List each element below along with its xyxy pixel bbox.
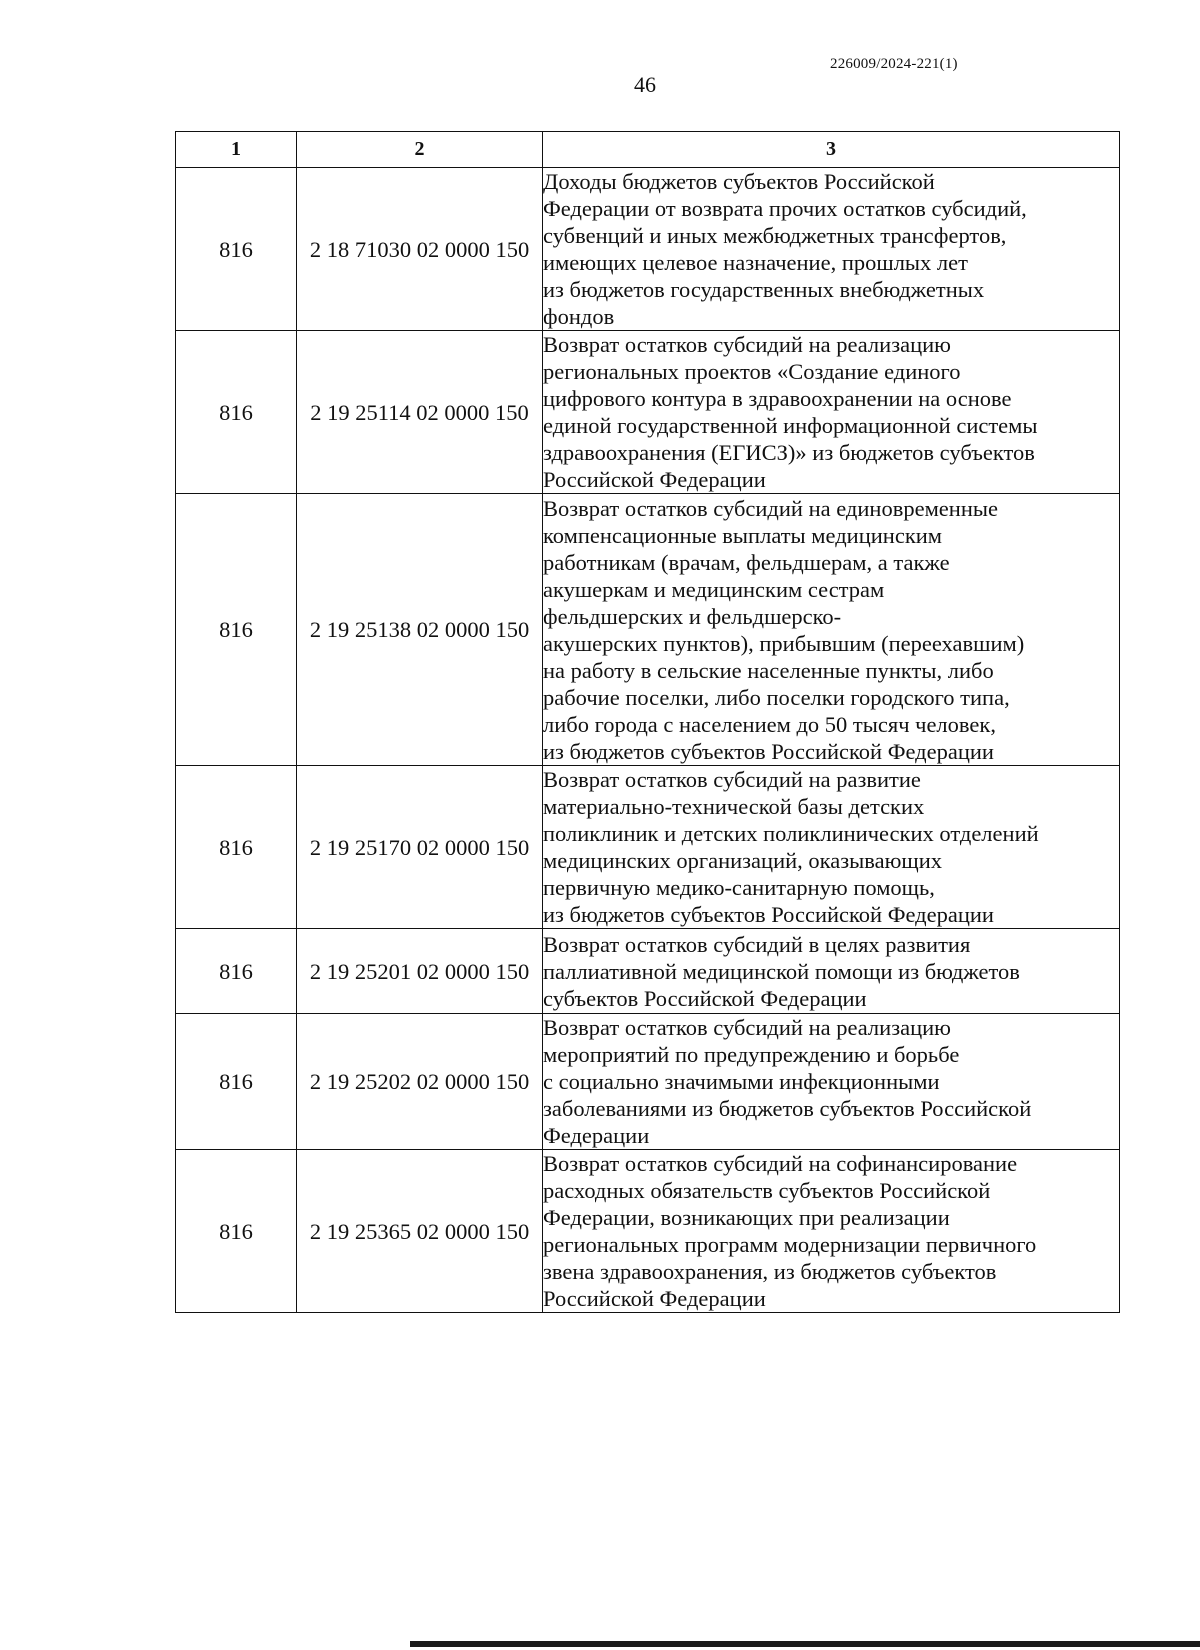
income-name-line: с социально значимыми инфекционными [543, 1069, 940, 1094]
income-name-line: Возврат остатков субсидий на реализацию [543, 332, 951, 357]
income-name-line: Российской Федерации [543, 467, 766, 492]
income-name-line: поликлиник и детских поликлинических отделений [543, 821, 1039, 846]
budget-classification-code-cell: 2 19 25201 02 0000 150 [297, 929, 543, 1014]
income-name-line: субъектов Российской Федерации [543, 985, 867, 1011]
income-name-line: фондов [543, 304, 615, 329]
income-name-line: Возврат остатков субсидий на единовременные [543, 495, 998, 521]
income-name-line: Возврат остатков субсидий в целях развития [543, 931, 971, 957]
budget-classification-code-cell: 2 19 25202 02 0000 150 [297, 1014, 543, 1150]
income-name-line: звена здравоохранения, из бюджетов субъектов [543, 1259, 997, 1284]
bottom-scan-edge [410, 1641, 1200, 1647]
budget-classification-code-cell: 2 19 25170 02 0000 150 [297, 766, 543, 929]
income-name-line: медицинских организаций, оказывающих [543, 848, 942, 873]
income-name-line: здравоохранения (ЕГИСЗ)» из бюджетов субъектов [543, 440, 1035, 465]
admin-code-cell: 816 [176, 168, 297, 331]
income-name-line: акушеркам и медицинским сестрам [543, 576, 885, 602]
budget-classification-code-cell: 2 19 25114 02 0000 150 [297, 331, 543, 494]
income-name-line: из бюджетов субъектов Российской Федерации [543, 738, 994, 764]
income-name-line: цифрового контура в здравоохранении на основе [543, 386, 1012, 411]
income-name-cell [543, 331, 1120, 494]
table-row [176, 929, 1120, 1014]
table-header-row [176, 132, 1120, 168]
admin-code-cell: 816 [176, 1014, 297, 1150]
budget-codes-table [175, 131, 1120, 1313]
income-name-line: либо города с населением до 50 тысяч человек, [543, 711, 996, 737]
admin-code-cell: 816 [176, 766, 297, 929]
table-row [176, 331, 1120, 494]
income-name-line: Возврат остатков субсидий на развитие [543, 767, 921, 792]
income-name-cell [543, 494, 1120, 766]
income-name-cell [543, 1014, 1120, 1150]
income-name-cell [543, 1150, 1120, 1313]
income-name-line: Российской Федерации [543, 1286, 766, 1311]
income-name-line: паллиативной медицинской помощи из бюджетов [543, 958, 1020, 984]
table-row [176, 766, 1120, 929]
income-name-line: акушерских пунктов), прибывшим (переехавшим) [543, 630, 1025, 656]
table-row [176, 494, 1120, 766]
income-name-line: Федерации, возникающих при реализации [543, 1205, 950, 1230]
income-name-cell [543, 766, 1120, 929]
income-name-cell [543, 168, 1120, 331]
page-number: 46 [634, 72, 656, 97]
admin-code-cell: 816 [176, 331, 297, 494]
admin-code-cell: 816 [176, 494, 297, 766]
column-header-2: 2 [297, 132, 543, 168]
income-name-line: заболеваниями из бюджетов субъектов Российской [543, 1096, 1032, 1121]
column-header-3: 3 [543, 132, 1120, 168]
income-name-line: субвенций и иных межбюджетных трансфертов, [543, 223, 1007, 248]
income-name-line: Возврат остатков субсидий на софинансирование [543, 1151, 1018, 1176]
income-name-line: из бюджетов субъектов Российской Федерации [543, 902, 994, 927]
table-row [176, 1014, 1120, 1150]
income-name-line: на работу в сельские населенные пункты, либо [543, 657, 994, 683]
budget-classification-code-cell: 2 19 25365 02 0000 150 [297, 1150, 543, 1313]
income-name-line: расходных обязательств субъектов Российской [543, 1178, 991, 1203]
admin-code-cell: 816 [176, 929, 297, 1014]
budget-classification-code-cell: 2 18 71030 02 0000 150 [297, 168, 543, 331]
income-name-line: материально-технической базы детских [543, 794, 925, 819]
income-name-line: компенсационные выплаты медицинским [543, 522, 943, 548]
income-name-line: региональных проектов «Создание единого [543, 359, 961, 384]
budget-classification-code-cell: 2 19 25138 02 0000 150 [297, 494, 543, 766]
income-name-line: региональных программ модернизации первичного [543, 1232, 1037, 1257]
admin-code-cell: 816 [176, 1150, 297, 1313]
income-name-line: работникам (врачам, фельдшерам, а также [543, 549, 950, 575]
income-name-line: Федерации от возврата прочих остатков субсидий, [543, 196, 1027, 221]
income-name-line: рабочие поселки, либо поселки городского типа, [543, 684, 1010, 710]
income-name-line: единой государственной информационной системы [543, 413, 1038, 438]
income-name-line: мероприятий по предупреждению и борьбе [543, 1042, 960, 1067]
income-name-line: Федерации [543, 1123, 650, 1148]
income-name-line: фельдшерских и фельдшерско- [543, 603, 842, 629]
document-number: 226009/2024-221(1) [830, 56, 958, 72]
income-name-cell [543, 929, 1120, 1014]
table-body [176, 168, 1120, 1313]
income-name-line: Доходы бюджетов субъектов Российской [543, 169, 935, 194]
income-name-line: имеющих целевое назначение, прошлых лет [543, 250, 968, 275]
column-header-1: 1 [176, 132, 297, 168]
table-row [176, 1150, 1120, 1313]
income-name-line: из бюджетов государственных внебюджетных [543, 277, 985, 302]
income-name-line: Возврат остатков субсидий на реализацию [543, 1015, 951, 1040]
table-row [176, 168, 1120, 331]
income-name-line: первичную медико-санитарную помощь, [543, 875, 935, 900]
